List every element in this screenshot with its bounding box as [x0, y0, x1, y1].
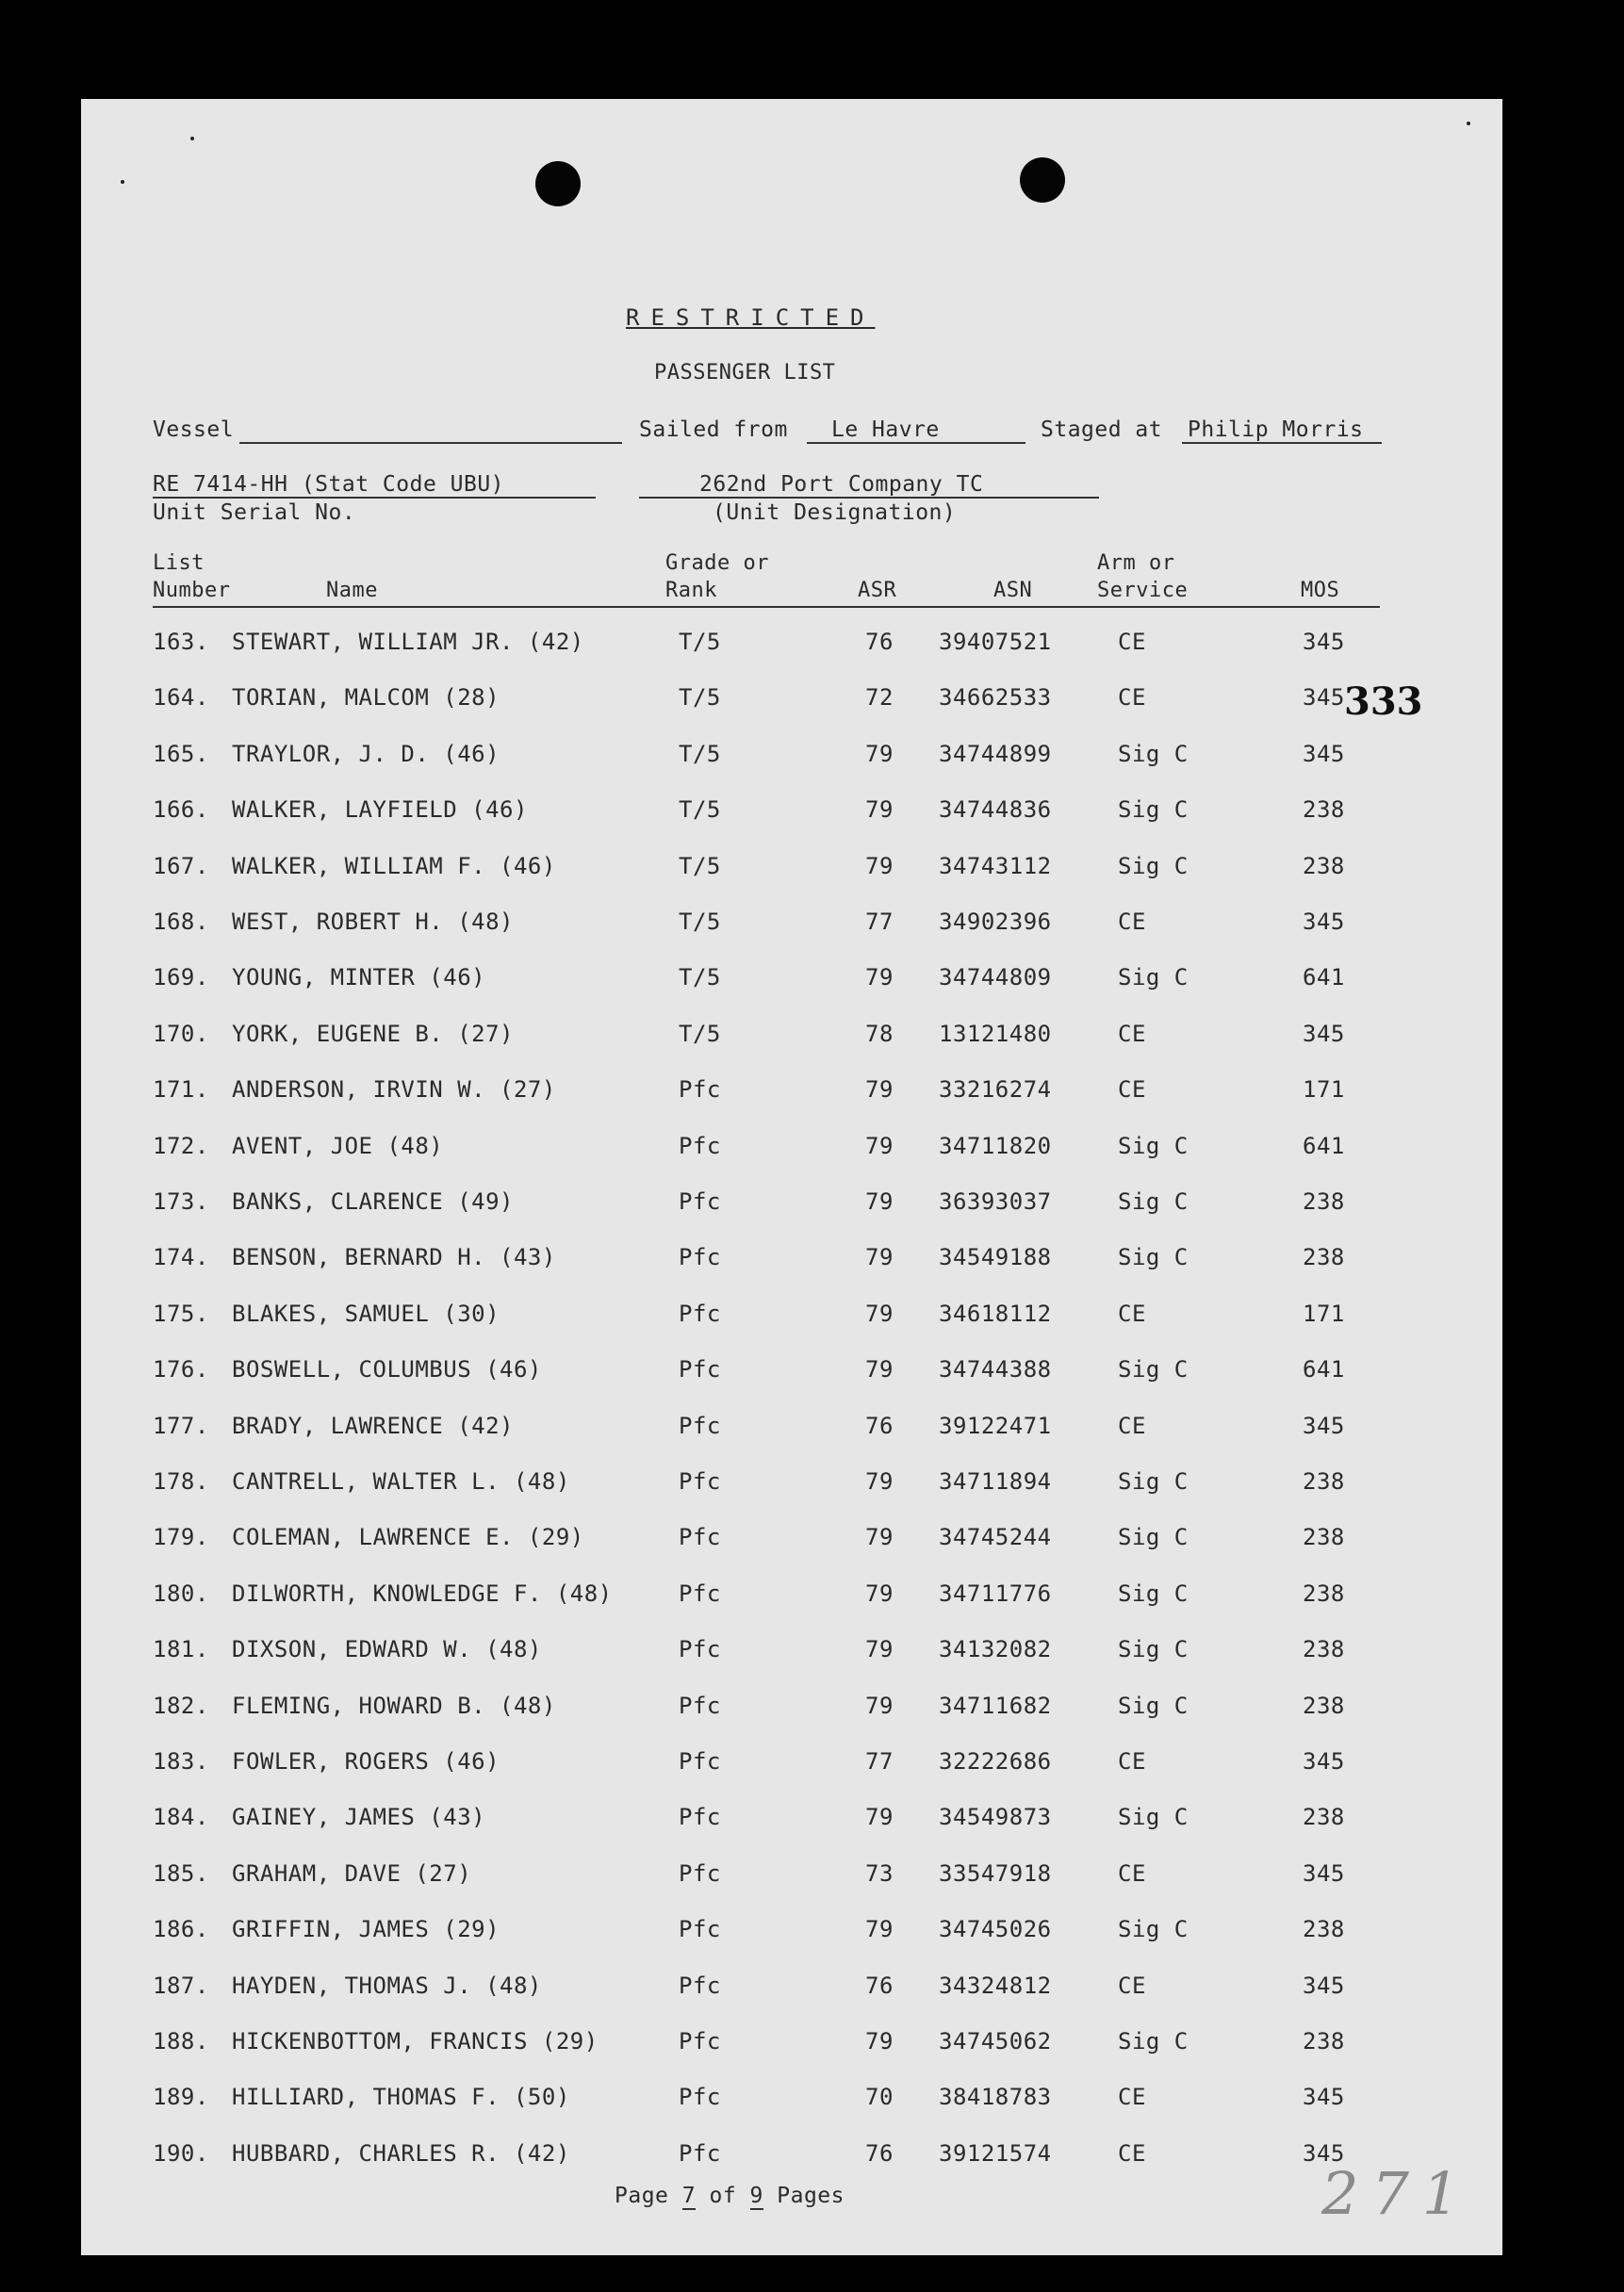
row-name: BRADY, LAWRENCE (42) — [232, 1413, 514, 1439]
row-asr: 76 — [865, 629, 894, 655]
row-list-number: 182. — [153, 1693, 209, 1719]
staged-line — [1182, 442, 1382, 444]
row-list-number: 179. — [153, 1524, 209, 1550]
row-asn: 38418783 — [939, 2084, 1052, 2110]
row-list-number: 187. — [153, 1973, 209, 1999]
row-arm: CE — [1118, 1021, 1146, 1047]
row-asn: 39122471 — [939, 1413, 1052, 1439]
row-arm: CE — [1118, 1748, 1146, 1775]
row-list-number: 184. — [153, 1804, 209, 1830]
col-grade — [665, 549, 769, 604]
row-arm: Sig C — [1118, 2028, 1189, 2055]
footer-suffix: Pages — [777, 2184, 845, 2208]
row-list-number: 190. — [153, 2140, 209, 2167]
row-name: BLAKES, SAMUEL (30) — [232, 1301, 500, 1327]
row-grade: Pfc — [679, 1860, 721, 1887]
row-grade: Pfc — [679, 1693, 721, 1719]
punch-hole-right — [1020, 157, 1065, 203]
row-grade: T/5 — [679, 684, 721, 711]
unit-serial-line — [153, 497, 596, 499]
row-name: TORIAN, MALCOM (28) — [232, 684, 500, 711]
row-mos: 238 — [1303, 1244, 1345, 1270]
row-arm: CE — [1118, 1860, 1146, 1887]
row-grade: Pfc — [679, 1356, 721, 1383]
sailed-value: Le Havre — [831, 417, 940, 442]
row-list-number: 185. — [153, 1860, 209, 1887]
row-asn: 34711820 — [939, 1133, 1052, 1159]
row-name: BOSWELL, COLUMBUS (46) — [232, 1356, 542, 1383]
row-grade: Pfc — [679, 1468, 721, 1495]
row-arm: Sig C — [1118, 741, 1189, 767]
row-arm: CE — [1118, 2140, 1146, 2167]
header-rule — [153, 606, 1380, 608]
row-name: HAYDEN, THOMAS J. (48) — [232, 1973, 542, 1999]
speck — [1467, 122, 1470, 125]
row-arm: CE — [1118, 1973, 1146, 1999]
row-mos: 171 — [1303, 1076, 1345, 1103]
row-asr: 79 — [865, 1580, 894, 1607]
row-grade: Pfc — [679, 1301, 721, 1327]
stamped-number: 333 — [1344, 679, 1423, 724]
row-mos: 345 — [1303, 629, 1345, 655]
row-asr: 79 — [865, 1076, 894, 1103]
row-mos: 345 — [1303, 1973, 1345, 1999]
row-mos: 345 — [1303, 1413, 1345, 1439]
row-asr: 79 — [865, 1301, 894, 1327]
row-grade: Pfc — [679, 1524, 721, 1550]
row-asr: 79 — [865, 1188, 894, 1215]
row-arm: Sig C — [1118, 1636, 1189, 1662]
row-name: HILLIARD, THOMAS F. (50) — [232, 2084, 570, 2110]
row-asr: 79 — [865, 964, 894, 990]
row-arm: Sig C — [1118, 1916, 1189, 1942]
row-asr: 79 — [865, 796, 894, 823]
row-grade: T/5 — [679, 909, 721, 935]
row-asn: 34618112 — [939, 1301, 1052, 1327]
row-mos: 238 — [1303, 1468, 1345, 1495]
row-asn: 34744388 — [939, 1356, 1052, 1383]
document-title: RESTRICTED — [626, 304, 876, 331]
row-asn: 39407521 — [939, 629, 1052, 655]
footer-total-pages: 9 — [749, 2184, 763, 2208]
row-asr: 76 — [865, 1973, 894, 1999]
row-mos: 238 — [1303, 1693, 1345, 1719]
row-asr: 77 — [865, 909, 894, 935]
row-grade: Pfc — [679, 1580, 721, 1607]
footer-prefix: Page — [615, 2184, 669, 2208]
row-name: DILWORTH, KNOWLEDGE F. (48) — [232, 1580, 613, 1607]
row-arm: Sig C — [1118, 1804, 1189, 1830]
footer-page-number: 7 — [681, 2184, 697, 2208]
sailed-line — [807, 442, 1025, 444]
row-arm: Sig C — [1118, 964, 1189, 990]
row-asn: 34743112 — [939, 853, 1052, 879]
row-mos: 345 — [1303, 741, 1345, 767]
col-mos: MOS — [1301, 579, 1340, 602]
col-list-number-line2: Number — [153, 579, 231, 602]
row-asn: 34711682 — [939, 1693, 1052, 1719]
row-list-number: 168. — [153, 909, 209, 935]
row-asn: 34324812 — [939, 1973, 1052, 1999]
punch-hole-left — [535, 161, 581, 206]
row-name: ANDERSON, IRVIN W. (27) — [232, 1076, 556, 1103]
row-mos: 238 — [1303, 1524, 1345, 1550]
row-asn: 34744809 — [939, 964, 1052, 990]
row-list-number: 189. — [153, 2084, 209, 2110]
row-asn: 36393037 — [939, 1188, 1052, 1215]
row-list-number: 181. — [153, 1636, 209, 1662]
row-name: GRIFFIN, JAMES (29) — [232, 1916, 500, 1942]
row-grade: T/5 — [679, 741, 721, 767]
row-asn: 34549188 — [939, 1244, 1052, 1270]
row-mos: 238 — [1303, 1188, 1345, 1215]
row-arm: Sig C — [1118, 1188, 1189, 1215]
row-asr: 79 — [865, 1133, 894, 1159]
row-grade: Pfc — [679, 2084, 721, 2110]
row-list-number: 176. — [153, 1356, 209, 1383]
row-mos: 238 — [1303, 1580, 1345, 1607]
row-asn: 13121480 — [939, 1021, 1052, 1047]
row-arm: Sig C — [1118, 1580, 1189, 1607]
row-grade: T/5 — [679, 964, 721, 990]
row-grade: Pfc — [679, 1413, 721, 1439]
col-arm-line2: Service — [1097, 579, 1189, 602]
row-asn: 34745026 — [939, 1916, 1052, 1942]
unit-serial-value: RE 7414-HH (Stat Code UBU) — [153, 472, 505, 497]
row-name: YOUNG, MINTER (46) — [232, 964, 486, 990]
row-list-number: 175. — [153, 1301, 209, 1327]
row-arm: Sig C — [1118, 1468, 1189, 1495]
row-asn: 33547918 — [939, 1860, 1052, 1887]
row-mos: 345 — [1303, 1860, 1345, 1887]
row-list-number: 165. — [153, 741, 209, 767]
col-grade-line2: Rank — [665, 579, 717, 602]
row-name: DIXSON, EDWARD W. (48) — [232, 1636, 542, 1662]
row-grade: T/5 — [679, 796, 721, 823]
row-asn: 34744836 — [939, 796, 1052, 823]
row-arm: Sig C — [1118, 1133, 1189, 1159]
row-asr: 79 — [865, 2028, 894, 2055]
row-name: HUBBARD, CHARLES R. (42) — [232, 2140, 570, 2167]
col-arm-line1: Arm or — [1097, 551, 1175, 575]
row-grade: Pfc — [679, 1133, 721, 1159]
row-name: FOWLER, ROGERS (46) — [232, 1748, 500, 1775]
row-asn: 34662533 — [939, 684, 1052, 711]
row-arm: CE — [1118, 2084, 1146, 2110]
row-asr: 79 — [865, 1804, 894, 1830]
row-list-number: 166. — [153, 796, 209, 823]
row-list-number: 173. — [153, 1188, 209, 1215]
row-list-number: 164. — [153, 684, 209, 711]
row-name: WALKER, WILLIAM F. (46) — [232, 853, 556, 879]
row-grade: T/5 — [679, 629, 721, 655]
row-list-number: 172. — [153, 1133, 209, 1159]
row-grade: Pfc — [679, 2140, 721, 2167]
row-list-number: 180. — [153, 1580, 209, 1607]
row-name: STEWART, WILLIAM JR. (42) — [232, 629, 584, 655]
staged-value: Philip Morris — [1188, 417, 1364, 442]
row-mos: 238 — [1303, 1804, 1345, 1830]
row-asr: 79 — [865, 1524, 894, 1550]
row-arm: CE — [1118, 1413, 1146, 1439]
row-list-number: 163. — [153, 629, 209, 655]
row-asr: 79 — [865, 1636, 894, 1662]
row-grade: T/5 — [679, 1021, 721, 1047]
row-grade: Pfc — [679, 1973, 721, 1999]
row-list-number: 170. — [153, 1021, 209, 1047]
col-asn: ASN — [993, 579, 1033, 602]
row-arm: Sig C — [1118, 1356, 1189, 1383]
row-list-number: 167. — [153, 853, 209, 879]
row-grade: Pfc — [679, 2028, 721, 2055]
row-arm: CE — [1118, 629, 1146, 655]
row-name: BANKS, CLARENCE (49) — [232, 1188, 514, 1215]
row-asr: 70 — [865, 2084, 894, 2110]
footer-of: of — [709, 2184, 737, 2208]
row-asn: 34902396 — [939, 909, 1052, 935]
row-arm: CE — [1118, 684, 1146, 711]
row-mos: 345 — [1303, 1021, 1345, 1047]
speck — [121, 180, 124, 184]
row-mos: 238 — [1303, 2028, 1345, 2055]
col-name: Name — [326, 579, 378, 602]
row-mos: 238 — [1303, 1916, 1345, 1942]
row-mos: 345 — [1303, 1748, 1345, 1775]
row-list-number: 171. — [153, 1076, 209, 1103]
row-grade: Pfc — [679, 1916, 721, 1942]
row-arm: Sig C — [1118, 1693, 1189, 1719]
row-name: AVENT, JOE (48) — [232, 1133, 444, 1159]
row-asn: 34745244 — [939, 1524, 1052, 1550]
row-mos: 238 — [1303, 853, 1345, 879]
row-grade: Pfc — [679, 1076, 721, 1103]
row-list-number: 169. — [153, 964, 209, 990]
vessel-label: Vessel — [153, 417, 235, 442]
row-mos: 238 — [1303, 1636, 1345, 1662]
row-arm: CE — [1118, 909, 1146, 935]
col-arm — [1097, 549, 1188, 604]
pencil-number: 271 — [1321, 2159, 1473, 2228]
row-asr: 77 — [865, 1748, 894, 1775]
row-asn: 34132082 — [939, 1636, 1052, 1662]
row-asn: 34549873 — [939, 1804, 1052, 1830]
row-list-number: 188. — [153, 2028, 209, 2055]
row-mos: 345 — [1303, 684, 1345, 711]
row-list-number: 177. — [153, 1413, 209, 1439]
row-grade: Pfc — [679, 1188, 721, 1215]
row-grade: T/5 — [679, 853, 721, 879]
row-asr: 76 — [865, 2140, 894, 2167]
row-list-number: 183. — [153, 1748, 209, 1775]
row-grade: Pfc — [679, 1748, 721, 1775]
row-arm: Sig C — [1118, 796, 1189, 823]
row-mos: 641 — [1303, 1356, 1345, 1383]
row-asr: 79 — [865, 853, 894, 879]
page-footer — [615, 2184, 845, 2208]
row-arm: Sig C — [1118, 1524, 1189, 1550]
row-asn: 34711894 — [939, 1468, 1052, 1495]
sailed-label: Sailed from — [639, 417, 788, 442]
row-arm: CE — [1118, 1076, 1146, 1103]
col-list-number-line1: List — [153, 551, 205, 575]
row-name: GAINEY, JAMES (43) — [232, 1804, 486, 1830]
row-asn: 33216274 — [939, 1076, 1052, 1103]
row-name: TRAYLOR, J. D. (46) — [232, 741, 500, 767]
row-asr: 79 — [865, 741, 894, 767]
row-name: WEST, ROBERT H. (48) — [232, 909, 514, 935]
row-name: YORK, EUGENE B. (27) — [232, 1021, 514, 1047]
row-list-number: 178. — [153, 1468, 209, 1495]
unit-serial-label: Unit Serial No. — [153, 500, 356, 525]
row-list-number: 174. — [153, 1244, 209, 1270]
row-grade: Pfc — [679, 1244, 721, 1270]
row-arm: Sig C — [1118, 853, 1189, 879]
row-mos: 238 — [1303, 796, 1345, 823]
row-asn: 34745062 — [939, 2028, 1052, 2055]
row-asr: 79 — [865, 1468, 894, 1495]
unit-designation-line — [639, 497, 1099, 499]
row-mos: 171 — [1303, 1301, 1345, 1327]
row-name: CANTRELL, WALTER L. (48) — [232, 1468, 570, 1495]
row-asr: 79 — [865, 1916, 894, 1942]
row-mos: 345 — [1303, 2084, 1345, 2110]
row-asr: 73 — [865, 1860, 894, 1887]
row-grade: Pfc — [679, 1636, 721, 1662]
row-name: HICKENBOTTOM, FRANCIS (29) — [232, 2028, 599, 2055]
staged-label: Staged at — [1041, 417, 1163, 442]
row-asr: 78 — [865, 1021, 894, 1047]
row-list-number: 186. — [153, 1916, 209, 1942]
row-asr: 72 — [865, 684, 894, 711]
col-asr: ASR — [858, 579, 897, 602]
row-mos: 641 — [1303, 1133, 1345, 1159]
unit-designation-value: 262nd Port Company TC — [699, 472, 984, 497]
row-name: WALKER, LAYFIELD (46) — [232, 796, 528, 823]
row-asn: 34744899 — [939, 741, 1052, 767]
row-asn: 39121574 — [939, 2140, 1052, 2167]
speck — [190, 137, 194, 140]
col-grade-line1: Grade or — [665, 551, 769, 575]
unit-designation-label: (Unit Designation) — [713, 500, 957, 525]
row-name: COLEMAN, LAWRENCE E. (29) — [232, 1524, 584, 1550]
row-mos: 641 — [1303, 964, 1345, 990]
document-subtitle: PASSENGER LIST — [654, 361, 836, 385]
row-arm: CE — [1118, 1301, 1146, 1327]
row-mos: 345 — [1303, 909, 1345, 935]
row-asn: 32222686 — [939, 1748, 1052, 1775]
row-name: FLEMING, HOWARD B. (48) — [232, 1693, 556, 1719]
document-page — [81, 99, 1502, 2255]
row-asr: 79 — [865, 1356, 894, 1383]
row-name: GRAHAM, DAVE (27) — [232, 1860, 472, 1887]
row-asr: 79 — [865, 1693, 894, 1719]
col-list-number — [153, 549, 230, 604]
vessel-line — [239, 442, 622, 444]
row-arm: Sig C — [1118, 1244, 1189, 1270]
row-mos: 345 — [1303, 2140, 1345, 2167]
row-grade: Pfc — [679, 1804, 721, 1830]
row-asn: 34711776 — [939, 1580, 1052, 1607]
row-name: BENSON, BERNARD H. (43) — [232, 1244, 556, 1270]
row-asr: 76 — [865, 1413, 894, 1439]
row-asr: 79 — [865, 1244, 894, 1270]
